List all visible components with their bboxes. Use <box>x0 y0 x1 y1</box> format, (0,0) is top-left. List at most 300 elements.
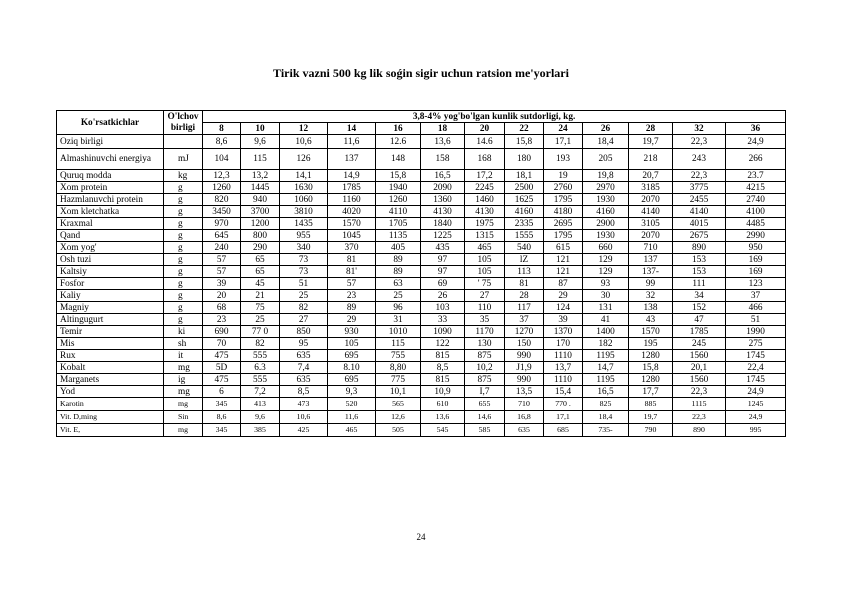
row-unit: g <box>164 194 203 206</box>
table-cell: 205 <box>583 149 629 170</box>
table-cell: 57 <box>203 266 241 278</box>
row-label: Fosfor <box>57 278 164 290</box>
table-cell: 29 <box>328 314 376 326</box>
table-cell: 77 0 <box>241 326 280 338</box>
table-cell: 22,4 <box>726 362 786 374</box>
table-cell: 950 <box>726 242 786 254</box>
table-cell: 4130 <box>421 206 465 218</box>
table-cell: 685 <box>544 424 583 437</box>
table-cell: 123 <box>726 278 786 290</box>
table-row <box>57 424 786 437</box>
table-cell: 8,6 <box>203 135 241 149</box>
table-cell: 25 <box>376 290 421 302</box>
header-yield-22: 22 <box>505 123 544 135</box>
table-cell: 1195 <box>583 374 629 386</box>
header-yield-10: 10 <box>241 123 280 135</box>
table-cell: 465 <box>465 242 505 254</box>
row-unit: g <box>164 314 203 326</box>
table-cell: 940 <box>241 194 280 206</box>
table-cell: 17,1 <box>544 411 583 424</box>
table-cell: 57 <box>203 254 241 266</box>
table-cell: 6.3 <box>241 362 280 374</box>
table-cell: 4130 <box>465 206 505 218</box>
table-cell: 240 <box>203 242 241 254</box>
table-row <box>57 374 786 386</box>
table-cell: 1795 <box>544 194 583 206</box>
table-row <box>57 149 786 170</box>
table-cell: 565 <box>376 398 421 411</box>
header-yield-8: 8 <box>203 123 241 135</box>
table-cell: 775 <box>376 374 421 386</box>
row-label: Qand <box>57 230 164 242</box>
table-cell: 110 <box>465 302 505 314</box>
row-unit: mg <box>164 424 203 437</box>
table-cell: 16,5 <box>421 170 465 182</box>
table-cell: 16,5 <box>583 386 629 398</box>
row-unit: sh <box>164 338 203 350</box>
table-cell: 20 <box>203 290 241 302</box>
table-cell: 1975 <box>465 218 505 230</box>
table-cell: 22,3 <box>673 135 726 149</box>
table-cell: 9,6 <box>241 411 280 424</box>
table-cell: 425 <box>280 424 328 437</box>
table-cell: 10,6 <box>280 135 328 149</box>
table-cell: 790 <box>629 424 673 437</box>
row-unit: ki <box>164 326 203 338</box>
table-cell: 345 <box>203 398 241 411</box>
table-row <box>57 362 786 374</box>
table-cell: 11,6 <box>328 135 376 149</box>
table-cell: 113 <box>505 266 544 278</box>
table-cell: 169 <box>726 254 786 266</box>
table-cell: 3810 <box>280 206 328 218</box>
table-cell: 19,7 <box>629 135 673 149</box>
table-cell: 8,5 <box>280 386 328 398</box>
table-cell: 8,6 <box>203 411 241 424</box>
table-cell: 1630 <box>280 182 328 194</box>
table-cell: 12.6 <box>376 135 421 149</box>
table-cell: 385 <box>241 424 280 437</box>
table-cell: 4015 <box>673 218 726 230</box>
table-cell: 182 <box>583 338 629 350</box>
table-cell: 4215 <box>726 182 786 194</box>
table-cell: 170 <box>544 338 583 350</box>
table-cell: 995 <box>726 424 786 437</box>
table-cell: 1195 <box>583 350 629 362</box>
row-unit: g <box>164 206 203 218</box>
table-cell: 195 <box>629 338 673 350</box>
table-cell: 540 <box>505 242 544 254</box>
table-cell: 4110 <box>376 206 421 218</box>
table-cell: 121 <box>544 254 583 266</box>
table-cell: 65 <box>241 254 280 266</box>
table-cell: 121 <box>544 266 583 278</box>
table-cell: 51 <box>726 314 786 326</box>
table-cell: 35 <box>465 314 505 326</box>
table-cell: 1315 <box>465 230 505 242</box>
table-row <box>57 338 786 350</box>
table-row <box>57 182 786 194</box>
table-cell: 124 <box>544 302 583 314</box>
table-cell: 1570 <box>328 218 376 230</box>
table-cell: 2740 <box>726 194 786 206</box>
table-cell: 1160 <box>328 194 376 206</box>
row-unit: g <box>164 230 203 242</box>
table-cell: 22,3 <box>673 411 726 424</box>
table-cell: 129 <box>583 254 629 266</box>
table-cell: 4160 <box>583 206 629 218</box>
table-cell: 4485 <box>726 218 786 230</box>
table-cell: 1200 <box>241 218 280 230</box>
row-unit: g <box>164 302 203 314</box>
table-cell: 1170 <box>465 326 505 338</box>
table-cell: I,7 <box>465 386 505 398</box>
table-cell: 1745 <box>726 350 786 362</box>
table-cell: 23 <box>203 314 241 326</box>
table-cell: J1,9 <box>505 362 544 374</box>
table-cell: 193 <box>544 149 583 170</box>
table-cell: 96 <box>376 302 421 314</box>
table-cell: 4140 <box>629 206 673 218</box>
table-cell: 2500 <box>505 182 544 194</box>
row-unit: g <box>164 290 203 302</box>
table-cell: 635 <box>505 424 544 437</box>
row-unit <box>164 135 203 149</box>
table-cell: 6 <box>203 386 241 398</box>
table-cell: lZ <box>505 254 544 266</box>
table-cell: 95 <box>280 338 328 350</box>
header-unit: O'lchov birligi <box>164 111 203 135</box>
table-cell: 3450 <box>203 206 241 218</box>
table-cell: 1785 <box>328 182 376 194</box>
table-cell: 1115 <box>673 398 726 411</box>
table-cell: 150 <box>505 338 544 350</box>
table-cell: 18,4 <box>583 411 629 424</box>
table-cell: 990 <box>505 374 544 386</box>
table-cell: 158 <box>421 149 465 170</box>
table-cell: 21 <box>241 290 280 302</box>
table-row <box>57 206 786 218</box>
table-cell: 27 <box>280 314 328 326</box>
table-cell: 15,4 <box>544 386 583 398</box>
table-cell: 615 <box>544 242 583 254</box>
table-cell: 4180 <box>544 206 583 218</box>
row-label: Altingugurt <box>57 314 164 326</box>
table-cell: 17,2 <box>465 170 505 182</box>
header-yield-32: 32 <box>673 123 726 135</box>
row-label: Vit. D,ming <box>57 411 164 424</box>
table-cell: 104 <box>203 149 241 170</box>
table-cell: 710 <box>629 242 673 254</box>
table-cell: 23 <box>328 290 376 302</box>
table-cell: 34 <box>673 290 726 302</box>
table-cell: 14.6 <box>465 135 505 149</box>
table-cell: 3105 <box>629 218 673 230</box>
table-cell: 1930 <box>583 194 629 206</box>
table-cell: 475 <box>203 374 241 386</box>
table-cell: 73 <box>280 254 328 266</box>
table-cell: 15,8 <box>629 362 673 374</box>
table-cell: 815 <box>421 374 465 386</box>
table-cell: 129 <box>583 266 629 278</box>
table-cell: 8.10 <box>328 362 376 374</box>
table-cell: 1370 <box>544 326 583 338</box>
table-cell: 19,8 <box>583 170 629 182</box>
table-cell: 1045 <box>328 230 376 242</box>
header-yield-16: 16 <box>376 123 421 135</box>
table-cell: 65 <box>241 266 280 278</box>
table-cell: 70 <box>203 338 241 350</box>
table-cell: 4100 <box>726 206 786 218</box>
table-cell: 245 <box>673 338 726 350</box>
table-cell: 97 <box>421 254 465 266</box>
table-cell: 20,1 <box>673 362 726 374</box>
row-label: Magniy <box>57 302 164 314</box>
table-cell: 153 <box>673 266 726 278</box>
table-cell: 16,8 <box>505 411 544 424</box>
header-yield-14: 14 <box>328 123 376 135</box>
table-cell: 93 <box>583 278 629 290</box>
table-cell: 45 <box>241 278 280 290</box>
table-row <box>57 302 786 314</box>
table-cell: 11,6 <box>328 411 376 424</box>
table-cell: 89 <box>376 254 421 266</box>
header-indicator: Ko'rsatkichlar <box>57 111 164 135</box>
table-cell: 800 <box>241 230 280 242</box>
table-cell: 37 <box>505 314 544 326</box>
table-cell: 1560 <box>673 350 726 362</box>
table-cell: 20,7 <box>629 170 673 182</box>
table-cell: 105 <box>465 254 505 266</box>
table-cell: 82 <box>241 338 280 350</box>
table-cell: 2760 <box>544 182 583 194</box>
table-cell: 2675 <box>673 230 726 242</box>
table-cell: 2245 <box>465 182 505 194</box>
table-cell: 69 <box>421 278 465 290</box>
table-cell: 970 <box>203 218 241 230</box>
row-label: Yod <box>57 386 164 398</box>
header-yield-18: 18 <box>421 123 465 135</box>
table-cell: 520 <box>328 398 376 411</box>
header-yield-20: 20 <box>465 123 505 135</box>
table-row <box>57 398 786 411</box>
row-label: Osh tuzi <box>57 254 164 266</box>
row-label: Rux <box>57 350 164 362</box>
table-cell: 138 <box>629 302 673 314</box>
header-yield-group: 3,8-4% yog'bo'lgan kunlik sutdorligi, kg. <box>203 111 786 123</box>
row-unit: mg <box>164 362 203 374</box>
table-cell: ' 75 <box>465 278 505 290</box>
table-cell: 137 <box>328 149 376 170</box>
table-cell: 1840 <box>421 218 465 230</box>
table-cell: 14,9 <box>328 170 376 182</box>
table-cell: 81' <box>328 266 376 278</box>
table-cell: 89 <box>376 266 421 278</box>
table-cell: 37 <box>726 290 786 302</box>
table-row <box>57 290 786 302</box>
table-row <box>57 411 786 424</box>
table-cell: 89 <box>328 302 376 314</box>
table-cell: 14,7 <box>583 362 629 374</box>
table-cell: 19,7 <box>629 411 673 424</box>
table-cell: 370 <box>328 242 376 254</box>
table-cell: 18,1 <box>505 170 544 182</box>
row-label: Xom yog' <box>57 242 164 254</box>
table-cell: 2455 <box>673 194 726 206</box>
row-unit: it <box>164 350 203 362</box>
table-cell: 105 <box>328 338 376 350</box>
table-cell: 7,4 <box>280 362 328 374</box>
table-cell: 610 <box>421 398 465 411</box>
table-cell: 1060 <box>280 194 328 206</box>
table-cell: 466 <box>726 302 786 314</box>
table-cell: 41 <box>583 314 629 326</box>
table-cell: 31 <box>376 314 421 326</box>
table-cell: 15,8 <box>376 170 421 182</box>
table-cell: 875 <box>465 350 505 362</box>
table-cell: 19 <box>544 170 583 182</box>
header-yield-24: 24 <box>544 123 583 135</box>
table-cell: 275 <box>726 338 786 350</box>
table-cell: 105 <box>465 266 505 278</box>
row-unit: mJ <box>164 149 203 170</box>
table-cell: 2070 <box>629 230 673 242</box>
row-label: Almashinuvchi energiya <box>57 149 164 170</box>
table-cell: 885 <box>629 398 673 411</box>
table-cell: 1435 <box>280 218 328 230</box>
table-cell: 24,9 <box>726 386 786 398</box>
row-label: Kobalt <box>57 362 164 374</box>
table-row <box>57 254 786 266</box>
table-row <box>57 230 786 242</box>
row-label: Kaliy <box>57 290 164 302</box>
table-cell: 1555 <box>505 230 544 242</box>
table-cell: 218 <box>629 149 673 170</box>
table-cell: 635 <box>280 374 328 386</box>
table-row <box>57 326 786 338</box>
page-number: 24 <box>416 532 426 542</box>
table-cell: 1560 <box>673 374 726 386</box>
row-unit: g <box>164 182 203 194</box>
table-cell: 1280 <box>629 350 673 362</box>
table-cell: 340 <box>280 242 328 254</box>
table-cell: 10,2 <box>465 362 505 374</box>
table-cell: 22,3 <box>673 386 726 398</box>
table-cell: 990 <box>505 350 544 362</box>
table-cell: 13,2 <box>241 170 280 182</box>
table-cell: 126 <box>280 149 328 170</box>
table-cell: 97 <box>421 266 465 278</box>
table-cell: 9,3 <box>328 386 376 398</box>
table-cell: 25 <box>280 290 328 302</box>
table-cell: 4160 <box>505 206 544 218</box>
table-cell: 695 <box>328 350 376 362</box>
table-cell: 13,6 <box>421 411 465 424</box>
table-row <box>57 218 786 230</box>
row-unit: Sin <box>164 411 203 424</box>
table-row <box>57 170 786 182</box>
table-cell: 25 <box>241 314 280 326</box>
table-cell: 17,7 <box>629 386 673 398</box>
table-cell: 81 <box>505 278 544 290</box>
table-cell: 43 <box>629 314 673 326</box>
table-cell: 24,9 <box>726 135 786 149</box>
table-cell: 73 <box>280 266 328 278</box>
table-cell: 1010 <box>376 326 421 338</box>
table-cell: 930 <box>328 326 376 338</box>
table-cell: 14,1 <box>280 170 328 182</box>
table-cell: 9,6 <box>241 135 280 149</box>
table-cell: 2970 <box>583 182 629 194</box>
table-cell: 22,3 <box>673 170 726 182</box>
table-cell: 12,3 <box>203 170 241 182</box>
row-label: Xom protein <box>57 182 164 194</box>
table-cell: 137 <box>629 254 673 266</box>
table-cell: 1260 <box>203 182 241 194</box>
table-cell: 1990 <box>726 326 786 338</box>
row-label: Oziq birligi <box>57 135 164 149</box>
table-cell: 555 <box>241 350 280 362</box>
table-cell: 890 <box>673 424 726 437</box>
table-row <box>57 135 786 149</box>
table-cell: 2070 <box>629 194 673 206</box>
table-cell: 735- <box>583 424 629 437</box>
row-unit: g <box>164 266 203 278</box>
table-cell: 13,6 <box>421 135 465 149</box>
row-label: Temir <box>57 326 164 338</box>
table-cell: 1745 <box>726 374 786 386</box>
table-cell: 30 <box>583 290 629 302</box>
table-cell: 660 <box>583 242 629 254</box>
table-cell: 555 <box>241 374 280 386</box>
table-cell: 10,6 <box>280 411 328 424</box>
table-cell: 1570 <box>629 326 673 338</box>
table-cell: 169 <box>726 266 786 278</box>
table-cell: 81 <box>328 254 376 266</box>
page-title: Tirik vazni 500 kg lik soǵin sigir uchun ratsion me'yorlari <box>273 66 569 80</box>
row-label: Vit. E, <box>57 424 164 437</box>
table-row <box>57 194 786 206</box>
table-cell: 17,1 <box>544 135 583 149</box>
table-cell: 13,7 <box>544 362 583 374</box>
table-cell: 413 <box>241 398 280 411</box>
row-unit: ig <box>164 374 203 386</box>
table-cell: 1110 <box>544 350 583 362</box>
table-cell: 152 <box>673 302 726 314</box>
table-cell: 955 <box>280 230 328 242</box>
header-yield-28: 28 <box>629 123 673 135</box>
table-cell: 1280 <box>629 374 673 386</box>
row-label: Kaltsiy <box>57 266 164 278</box>
table-cell: 2900 <box>583 218 629 230</box>
table-cell: 57 <box>328 278 376 290</box>
row-unit: g <box>164 218 203 230</box>
table-cell: 103 <box>421 302 465 314</box>
table-body <box>57 135 786 437</box>
table-cell: 2090 <box>421 182 465 194</box>
table-cell: 290 <box>241 242 280 254</box>
row-unit: g <box>164 254 203 266</box>
table-cell: 63 <box>376 278 421 290</box>
table-cell: 1110 <box>544 374 583 386</box>
table-cell: 345 <box>203 424 241 437</box>
table-cell: 75 <box>241 302 280 314</box>
table-row <box>57 350 786 362</box>
table-cell: 180 <box>505 149 544 170</box>
table-cell: 473 <box>280 398 328 411</box>
row-unit: mg <box>164 386 203 398</box>
table-cell: 1225 <box>421 230 465 242</box>
